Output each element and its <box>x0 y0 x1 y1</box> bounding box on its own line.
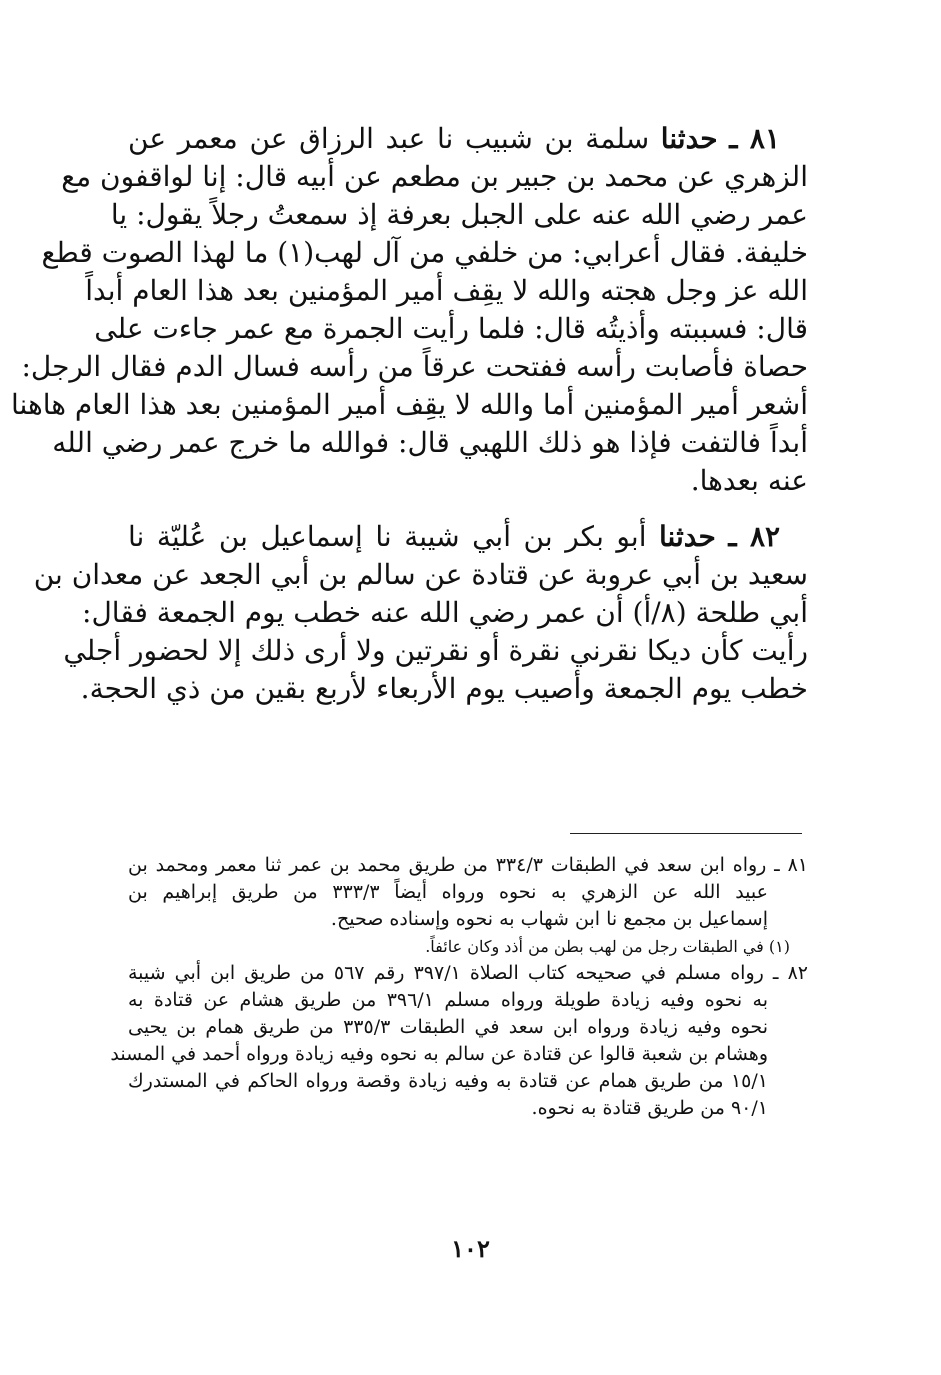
hadith-line <box>128 120 808 158</box>
hadith-81 <box>10 120 808 500</box>
main-text <box>10 120 808 726</box>
hadith-number: ٨١ ـ <box>729 122 780 155</box>
footnote-note: (١) في الطبقات رجل من لهب بطن من أذد وكان عائفاً. <box>425 937 790 956</box>
hadith-text: سلمة بن شبيب نا عبد الرزاق عن معمر عن <box>128 122 650 155</box>
hadith-line: عنه بعدها. <box>690 464 808 497</box>
hadith-line: أشعر أمير المؤمنين أما والله لا يقِف أمير المؤمنين بعد هذا العام هاهنا <box>10 388 808 421</box>
hadith-line: سعيد بن أبي عروبة عن قتادة عن سالم بن أبي الجعد عن معدان بن <box>33 558 808 591</box>
hadith-line: عمر رضي الله عنه على الجبل بعرفة إذ سمعتُ رجلاً يقول: يا <box>110 198 808 231</box>
footnote-line: إسماعيل بن مجمع نا ابن شهاب به نحوه وإسناده صحيح. <box>330 908 768 930</box>
hadith-line: أبي طلحة (٨/أ) أن عمر رضي الله عنه خطب يوم الجمعة فقال: <box>82 596 808 629</box>
page-number: ١٠٢ <box>451 1234 490 1263</box>
hadith-text: أبو بكر بن أبي شيبة نا إسماعيل بن عُليّة نا <box>128 520 647 553</box>
hadith-line: الله عز وجل هجته والله لا يقِف أمير المؤمنين بعد هذا العام أبداً <box>85 274 808 307</box>
hadith-line: خليفة. فقال أعرابي: من خلفي من آل لهب(١) ما لهذا الصوت قطع <box>41 236 808 269</box>
hadith-line: حصاة فأصابت رأسه ففتحت عرقاً من رأسه فسال الدم فقال الرجل: <box>21 350 808 383</box>
footnote-line: ١٥/١ من طريق همام عن قتادة به وفيه زيادة وقصة ورواه الحاكم في المستدرك <box>128 1070 768 1092</box>
footnote-divider <box>570 833 802 834</box>
footnotes <box>110 852 808 1122</box>
footnote-line: ٨١ ـ رواه ابن سعد في الطبقات ٣٣٤/٣ من طريق محمد بن عمر ثنا معمر ومحمد بن <box>128 854 808 876</box>
hadith-line <box>128 518 808 556</box>
hadith-82 <box>33 518 808 708</box>
footnote-line: ٨٢ ـ رواه مسلم في صحيحه كتاب الصلاة ٣٩٧/١ رقم ٥٦٧ من طريق ابن أبي شيبة <box>128 962 808 984</box>
hadith-line: خطب يوم الجمعة وأصيب يوم الأربعاء لأربع بقين من ذي الحجة. <box>80 672 808 705</box>
hadith-number: ٨٢ ـ <box>728 520 781 553</box>
footnote-line: عبيد الله عن الزهري به نحوه ورواه أيضاً ٣٣٣/٣ من طريق إبراهيم بن <box>128 881 768 903</box>
footnote-line: ٩٠/١ من طريق قتادة به نحوه. <box>531 1097 768 1119</box>
footnote-line: به نحوه وفيه زيادة طويلة ورواه مسلم ٣٩٦/١ من طريق هشام عن قتادة به <box>128 989 768 1011</box>
hadith-line: قال: فسببته وأذيتُه قال: فلما رأيت الجمرة مع عمر جاءت على <box>94 312 808 345</box>
hadith-line: أبداً فالتفت فإذا هو ذلك اللهبي قال: فوالله ما خرج عمر رضي الله <box>52 426 808 459</box>
hadith-lead-word: حدثنا <box>659 520 716 553</box>
hadith-line: رأيت كأن ديكا نقرني نقرة أو نقرتين ولا أرى ذلك إلا لحضور أجلي <box>63 634 808 667</box>
footnote-line: وهشام بن شعبة قالوا عن قتادة عن سالم به نحوه وفيه زيادة ورواه أحمد في المسند <box>110 1043 768 1065</box>
hadith-lead-word: حدثنا <box>660 122 718 155</box>
footnote-line: نحوه وفيه زيادة ورواه ابن سعد في الطبقات ٣٣٥/٣ من طريق همام بن يحيى <box>128 1016 768 1038</box>
hadith-line: الزهري عن محمد بن جبير بن مطعم عن أبيه قال: إنا لواقفون مع <box>61 160 808 193</box>
